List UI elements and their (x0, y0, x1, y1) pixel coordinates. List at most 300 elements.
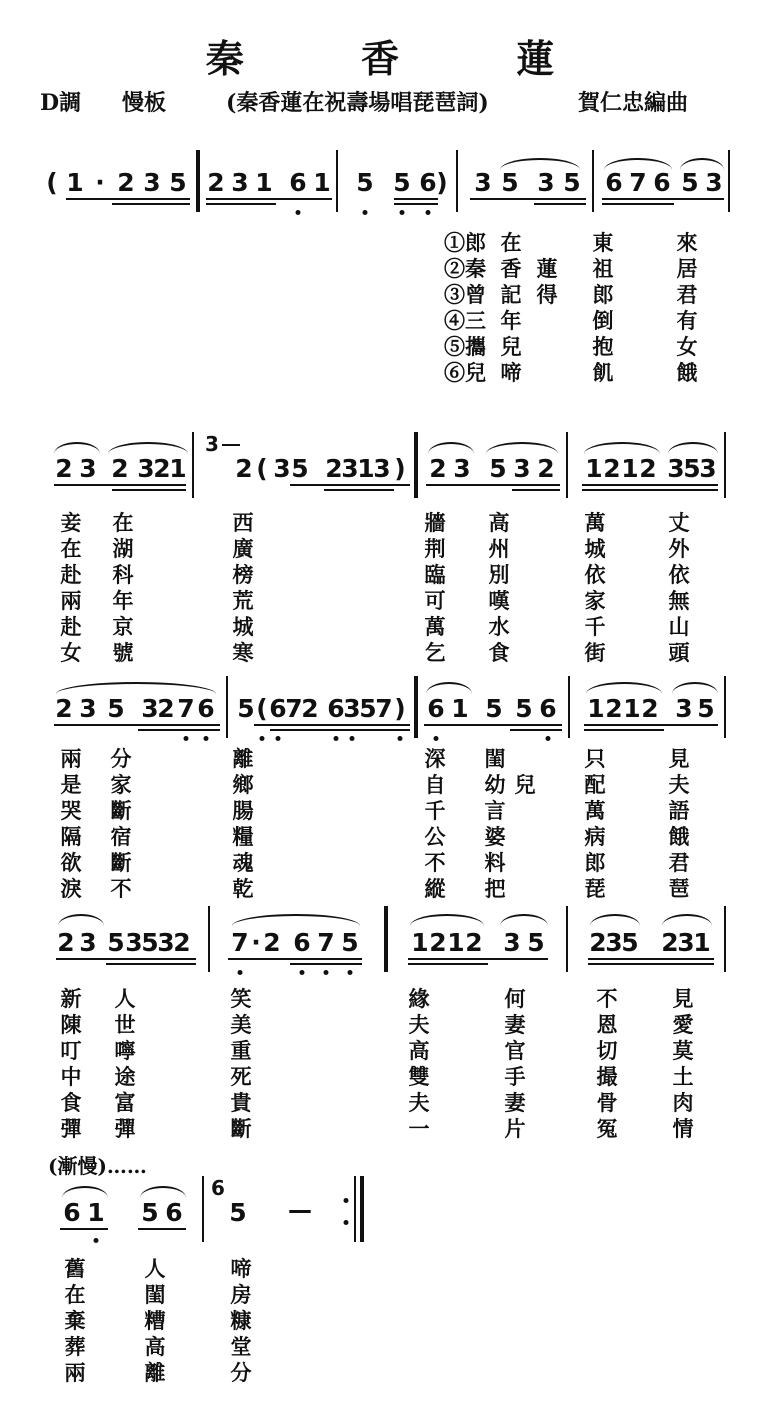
octave-dot (334, 736, 339, 741)
composer-credit: 賀仁忠編曲 (578, 90, 689, 116)
lyric: 餓 (668, 824, 690, 849)
lyric-column (480, 746, 510, 902)
lyric: ②秦 (444, 256, 486, 281)
note: 7 (375, 694, 393, 723)
note: 5 (393, 168, 411, 197)
barline (208, 906, 210, 972)
lyric: 世 (114, 1012, 136, 1037)
note: · (251, 928, 261, 957)
lyric: 荒 (232, 588, 254, 613)
lyric-column (664, 510, 694, 666)
beam (138, 729, 220, 731)
beam (408, 958, 548, 960)
beam (512, 489, 560, 491)
final-barline (360, 1176, 364, 1242)
note: 5 (291, 454, 309, 483)
note: 3 (537, 168, 555, 197)
lyric-column (672, 230, 702, 386)
slur (668, 442, 718, 454)
lyric-column (56, 746, 86, 902)
lyric: 京 (112, 614, 134, 639)
lyric: 美 (230, 1012, 252, 1037)
note: 5 (697, 694, 715, 723)
note: 6 (653, 168, 671, 197)
beam (582, 484, 718, 486)
note: 3 (273, 454, 291, 483)
beam (54, 484, 186, 486)
lyric: 哭 (60, 798, 82, 823)
lyric: 妻 (504, 1012, 526, 1037)
lyric: 來 (676, 230, 698, 255)
slur (56, 682, 216, 694)
lyric: 愛 (672, 1012, 694, 1037)
lyric: 女 (676, 334, 698, 359)
note: 3 (137, 454, 155, 483)
octave-dot (276, 736, 281, 741)
note: 3 (675, 694, 693, 723)
note: 2 (639, 454, 657, 483)
barline (226, 676, 228, 738)
lyric: 高 (144, 1334, 166, 1359)
lyric: 居 (676, 256, 698, 281)
note: · (95, 168, 105, 197)
note: 3 (79, 694, 97, 723)
staff-1 (0, 150, 772, 220)
lyric-column (108, 510, 138, 666)
note: 7 (317, 928, 335, 957)
repeat-dot (344, 1198, 349, 1203)
lyric: 在 (500, 230, 522, 255)
header-note: (秦香蓮在祝壽場唱琵琶詞) (226, 90, 489, 116)
note: 3 (453, 454, 471, 483)
note: 1 (585, 454, 603, 483)
lyric: 街 (584, 640, 606, 665)
lyric: 兩 (60, 746, 82, 771)
lyric-column (226, 1256, 256, 1386)
note: 5 (141, 928, 159, 957)
note: 5 (107, 928, 125, 957)
lyric: 在 (60, 536, 82, 561)
barline (592, 150, 594, 212)
lyric: 蓮 (536, 256, 558, 281)
beam (394, 203, 438, 205)
note: 2 (111, 454, 129, 483)
note: 2 (603, 454, 621, 483)
lyric: 魂 (232, 850, 254, 875)
lyric: 嚀 (114, 1038, 136, 1063)
note: 2 (589, 928, 607, 957)
beam (602, 198, 724, 200)
slur (232, 914, 360, 926)
lyric: 榜 (232, 562, 254, 587)
lyric: 依 (668, 562, 690, 587)
lyric: 配 (584, 772, 606, 797)
lyric: 在 (64, 1282, 86, 1307)
octave-dot (238, 970, 243, 975)
slur (672, 682, 718, 694)
beam (324, 489, 394, 491)
slur (426, 682, 472, 694)
note: 3 (373, 454, 391, 483)
note: 2 (263, 928, 281, 957)
lyric: 琵 (584, 876, 606, 901)
lyric-column (510, 746, 540, 902)
lyric: 廣 (232, 536, 254, 561)
slur (680, 158, 724, 170)
lyric: 堂 (230, 1334, 252, 1359)
lyric: 叮 (60, 1038, 82, 1063)
note: 5 (237, 694, 255, 723)
octave-dot (348, 970, 353, 975)
note: 5 (681, 168, 699, 197)
lyric: 不 (110, 876, 132, 901)
lyric-column (404, 986, 434, 1142)
octave-dot (324, 970, 329, 975)
lyric: 腸 (232, 798, 254, 823)
dash: — (288, 1196, 312, 1224)
note: 5 (489, 454, 507, 483)
lyric: 閨 (144, 1282, 166, 1307)
lyric: 見 (672, 986, 694, 1011)
lyric: 重 (230, 1038, 252, 1063)
note: 1 (693, 928, 711, 957)
tempo-mark: (漸慢)…… (48, 1154, 147, 1178)
lyric: 宿 (110, 824, 132, 849)
lyric: 荆 (424, 536, 446, 561)
lyric: 閨 (484, 746, 506, 771)
lyric: 赴 (60, 562, 82, 587)
barline (724, 676, 726, 738)
lyric: ①郎 (444, 230, 486, 255)
note: 6 (269, 694, 287, 723)
note: 2 (429, 928, 447, 957)
lyric: 無 (668, 588, 690, 613)
note: 2 (153, 454, 171, 483)
lyric: 語 (668, 798, 690, 823)
lyric: 嘆 (488, 588, 510, 613)
note: 3 (143, 168, 161, 197)
note: 3 (705, 168, 723, 197)
tempo-label: 慢板 (122, 90, 167, 116)
beam (582, 489, 718, 491)
lyric: 食 (488, 640, 510, 665)
slur (590, 914, 640, 926)
octave-dot (204, 736, 209, 741)
octave-dot (350, 736, 355, 741)
lyric: ⑥兒 (444, 360, 486, 385)
lyric: 可 (424, 588, 446, 613)
note: 6 (197, 694, 215, 723)
beam (56, 958, 196, 960)
note: ) (436, 168, 448, 197)
lyric: 笑 (230, 986, 252, 1011)
lyric: 君 (668, 850, 690, 875)
lyric: 切 (596, 1038, 618, 1063)
lyric: 萬 (584, 510, 606, 535)
lyric: 是 (60, 772, 82, 797)
note: 2 (55, 694, 73, 723)
lyric: 病 (584, 824, 606, 849)
lyric: 富 (114, 1090, 136, 1115)
lyric: 牆 (424, 510, 446, 535)
lyric: 婆 (484, 824, 506, 849)
note: 2 (57, 928, 75, 957)
lyric: 冤 (596, 1116, 618, 1141)
lyric: 妻 (504, 1090, 526, 1115)
lyric: 東 (592, 230, 614, 255)
lyric: 妾 (60, 510, 82, 535)
lyric: 家 (584, 588, 606, 613)
lyric-column (588, 230, 618, 386)
lyric: 把 (484, 876, 506, 901)
note: 6 (605, 168, 623, 197)
note: 7 (177, 694, 195, 723)
note: 2 (661, 928, 679, 957)
lyric: 城 (232, 614, 254, 639)
beam (470, 198, 586, 200)
lyric: 縱 (424, 876, 446, 901)
note: ( (256, 454, 268, 483)
note: 2 (207, 168, 225, 197)
lyric: 情 (672, 1116, 694, 1141)
note: 5 (229, 1198, 247, 1227)
lyric: 分 (230, 1360, 252, 1385)
lyric: 見 (668, 746, 690, 771)
lyric: 莫 (672, 1038, 694, 1063)
barline (202, 1176, 204, 1242)
note: 3 (677, 928, 695, 957)
beam (206, 203, 276, 205)
lyric: 舊 (64, 1256, 86, 1281)
note: ( (46, 168, 58, 197)
barline (414, 432, 418, 498)
beam (112, 489, 186, 491)
lyric: 女 (60, 640, 82, 665)
lyric: 鄉 (232, 772, 254, 797)
note: 3 (474, 168, 492, 197)
lyric: 在 (112, 510, 134, 535)
lyric: 萬 (424, 614, 446, 639)
lyric: 一 (408, 1116, 430, 1141)
lyric-column (500, 986, 530, 1142)
octave-dot (363, 210, 368, 215)
note: 2 (301, 694, 319, 723)
lyric: 人 (144, 1256, 166, 1281)
lyric: 赴 (60, 614, 82, 639)
lyric: 途 (114, 1064, 136, 1089)
note: ) (394, 454, 406, 483)
note: 3 (125, 928, 143, 957)
note: 3 (605, 928, 623, 957)
slur (410, 914, 484, 926)
beam (270, 729, 410, 731)
lyric: 貴 (230, 1090, 252, 1115)
song-title: 秦 香 蓮 (205, 36, 607, 81)
beam (588, 958, 714, 960)
slur (586, 682, 662, 694)
lyric: 千 (424, 798, 446, 823)
note: 7 (231, 928, 249, 957)
note: 3 (341, 454, 359, 483)
barline (724, 906, 726, 972)
note: 2 (173, 928, 191, 957)
note: 7 (629, 168, 647, 197)
octave-dot (260, 736, 265, 741)
lyric: 君 (676, 282, 698, 307)
lyric: ③曾 (444, 282, 486, 307)
note: 2 (465, 928, 483, 957)
lyric: 言 (484, 798, 506, 823)
lyric: 琶 (668, 876, 690, 901)
note: 6 (293, 928, 311, 957)
lyric: 肉 (672, 1090, 694, 1115)
lyric: 新 (60, 986, 82, 1011)
lyric: 陳 (60, 1012, 82, 1037)
lyric: ⑤攜 (444, 334, 486, 359)
note: 5 (169, 168, 187, 197)
note: 2 (55, 454, 73, 483)
note: 5 (527, 928, 545, 957)
lyric: 啼 (230, 1256, 252, 1281)
note: 5 (621, 928, 639, 957)
note: 1 (621, 454, 639, 483)
beam (424, 724, 562, 726)
lyric: 依 (584, 562, 606, 587)
note: 1 (451, 694, 469, 723)
lyric-column (60, 1256, 90, 1386)
lyric-column (484, 510, 514, 666)
beam (394, 198, 438, 200)
lyric: 山 (668, 614, 690, 639)
lyric: 糧 (232, 824, 254, 849)
volta-number: 3 (205, 432, 219, 456)
lyric: 倒 (592, 308, 614, 333)
octave-dot (300, 970, 305, 975)
lyric: 記 (500, 282, 522, 307)
repeat-dot (344, 1220, 349, 1225)
note: 3 (667, 454, 685, 483)
note: 5 (356, 168, 374, 197)
lyric: 彈 (114, 1116, 136, 1141)
lyric: 雙 (408, 1064, 430, 1089)
lyric: 頭 (668, 640, 690, 665)
lyric: 撮 (596, 1064, 618, 1089)
note: 3 (513, 454, 531, 483)
beam (584, 724, 718, 726)
note: 6 (63, 1198, 81, 1227)
lyric-column (228, 510, 258, 666)
note: 2 (157, 694, 175, 723)
lyric: 千 (584, 614, 606, 639)
lyric-column (228, 746, 258, 902)
octave-dot (296, 210, 301, 215)
slur (662, 914, 712, 926)
beam (588, 963, 714, 965)
lyric: 飢 (592, 360, 614, 385)
lyric: 湖 (112, 536, 134, 561)
slur (62, 1186, 108, 1198)
lyric: 料 (484, 850, 506, 875)
lyric: 兒 (500, 334, 522, 359)
lyric: 糠 (230, 1308, 252, 1333)
lyric: 別 (488, 562, 510, 587)
lyric-column (106, 746, 136, 902)
lyric: 餓 (676, 360, 698, 385)
barline (192, 432, 194, 498)
lyric: 棄 (64, 1308, 86, 1333)
note: 3 (79, 454, 97, 483)
octave-dot (184, 736, 189, 741)
slur (58, 914, 104, 926)
beam (602, 203, 674, 205)
octave-dot (434, 736, 439, 741)
lyric: 有 (676, 308, 698, 333)
beam (112, 203, 190, 205)
beam (254, 724, 410, 726)
beam (290, 963, 362, 965)
lyric: 不 (424, 850, 446, 875)
slur (584, 442, 660, 454)
beam (584, 729, 664, 731)
note: 6 (327, 694, 345, 723)
lyric: 離 (232, 746, 254, 771)
lyric: 欲 (60, 850, 82, 875)
lyric: 公 (424, 824, 446, 849)
lyric: 郎 (592, 282, 614, 307)
note: 5 (141, 1198, 159, 1227)
barline (724, 432, 726, 498)
lyric-column (440, 230, 490, 386)
octave-dot (400, 210, 405, 215)
note: 3 (157, 928, 175, 957)
lyric: 西 (232, 510, 254, 535)
note: 3 (699, 454, 717, 483)
note: ) (394, 694, 406, 723)
lyric: 號 (112, 640, 134, 665)
lyric: 手 (504, 1064, 526, 1089)
lyric: 州 (488, 536, 510, 561)
lyric: 深 (424, 746, 446, 771)
volta-bracket (222, 444, 240, 446)
note: 1 (357, 454, 375, 483)
note: 5 (341, 928, 359, 957)
beam (138, 1228, 186, 1230)
lyric: 乾 (232, 876, 254, 901)
note: 2 (429, 454, 447, 483)
beam (426, 484, 560, 486)
note: 5 (515, 694, 533, 723)
lyric: 斷 (110, 798, 132, 823)
lyric: 恩 (596, 1012, 618, 1037)
note: 3 (231, 168, 249, 197)
grace-note: 6 (211, 1176, 225, 1200)
lyric: 祖 (592, 256, 614, 281)
lyric: 高 (408, 1038, 430, 1063)
barline (566, 432, 568, 498)
slur (140, 1186, 186, 1198)
lyric: 兩 (64, 1360, 86, 1385)
note: 5 (359, 694, 377, 723)
beam (60, 1228, 108, 1230)
barline (456, 150, 458, 212)
slur (108, 442, 188, 454)
lyric: 外 (668, 536, 690, 561)
octave-dot (426, 210, 431, 215)
lyric: 分 (110, 746, 132, 771)
barline (728, 150, 730, 212)
note: 6 (539, 694, 557, 723)
lyric: 骨 (596, 1090, 618, 1115)
